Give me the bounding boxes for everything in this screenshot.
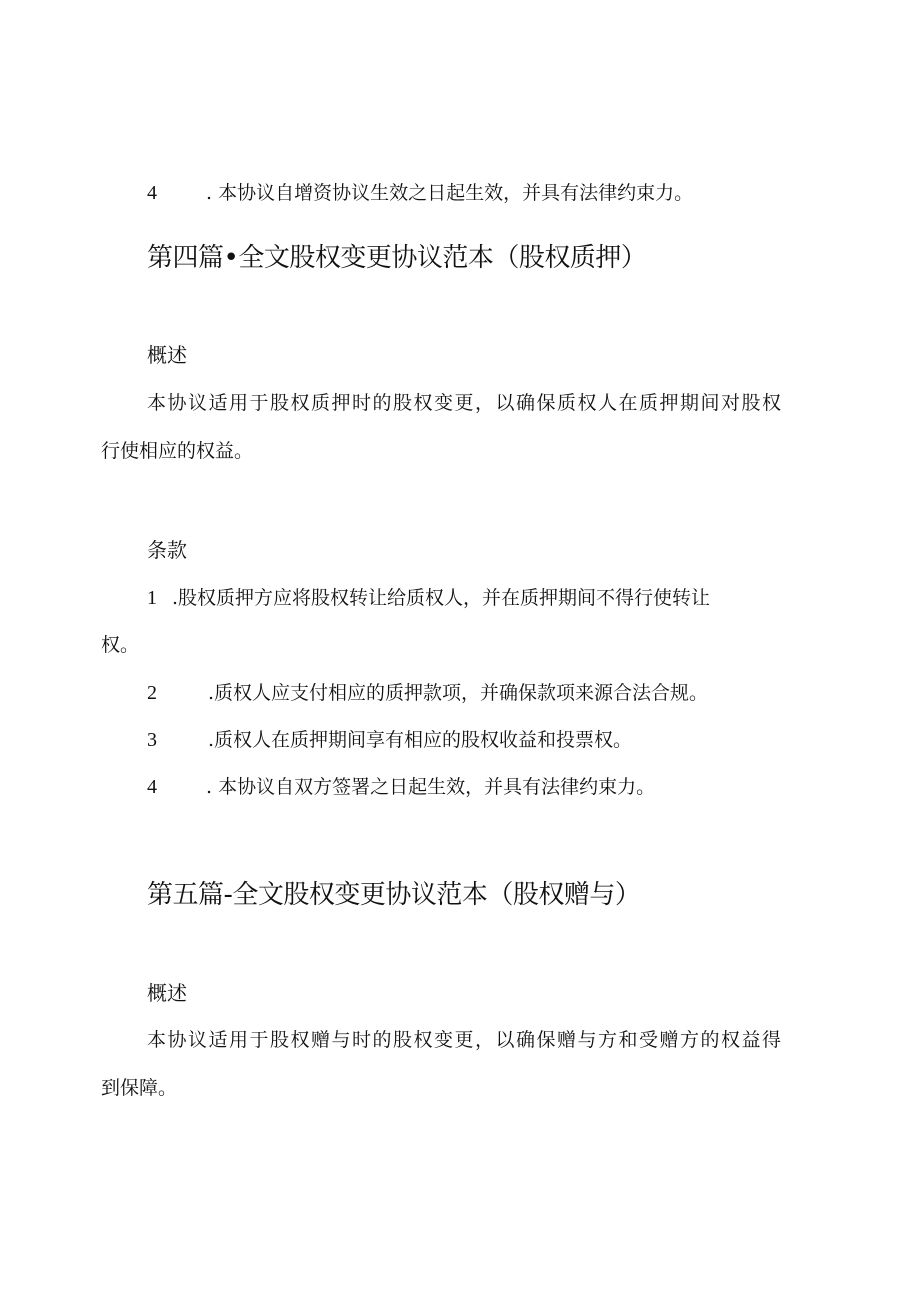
overview-heading: 概述: [147, 981, 187, 1005]
section-title: 第五篇-全文股权变更协议范本（股权赠与）: [147, 880, 641, 910]
overview-heading: 概述: [147, 343, 187, 367]
list-number: 4: [147, 182, 157, 204]
list-item-text-continued: 权。: [101, 634, 140, 656]
overview-paragraph-line: 本协议适用于股权赠与时的股权变更，以确保赠与方和受赠方的权益得: [147, 1029, 783, 1051]
list-item-text: .质权人应支付相应的质押款项，并确保款项来源合法合规。: [208, 682, 709, 704]
list-number: 3: [147, 729, 157, 751]
overview-paragraph-line: 本协议适用于股权质押时的股权变更，以确保质权人在质押期间对股权: [147, 392, 783, 414]
list-item-text: .质权人在质押期间享有相应的股权收益和投票权。: [208, 729, 633, 751]
list-number: 4: [147, 776, 157, 798]
overview-paragraph-line: 行使相应的权益。: [101, 440, 254, 462]
list-item-text: .股权质押方应将股权转让给质权人，并在质押期间不得行使转让: [172, 587, 711, 609]
terms-heading: 条款: [147, 538, 187, 562]
overview-paragraph-line: 到保障。: [101, 1077, 178, 1099]
list-item-text: . 本协议自双方签署之日起生效，并具有法律约束力。: [206, 776, 656, 798]
section-title: 第四篇•全文股权变更协议范本（股权质押）: [147, 243, 647, 273]
list-item-text: . 本协议自增资协议生效之日起生效，并具有法律约束力。: [206, 182, 694, 204]
list-number: 2: [147, 682, 157, 704]
list-number: 1: [147, 587, 157, 609]
